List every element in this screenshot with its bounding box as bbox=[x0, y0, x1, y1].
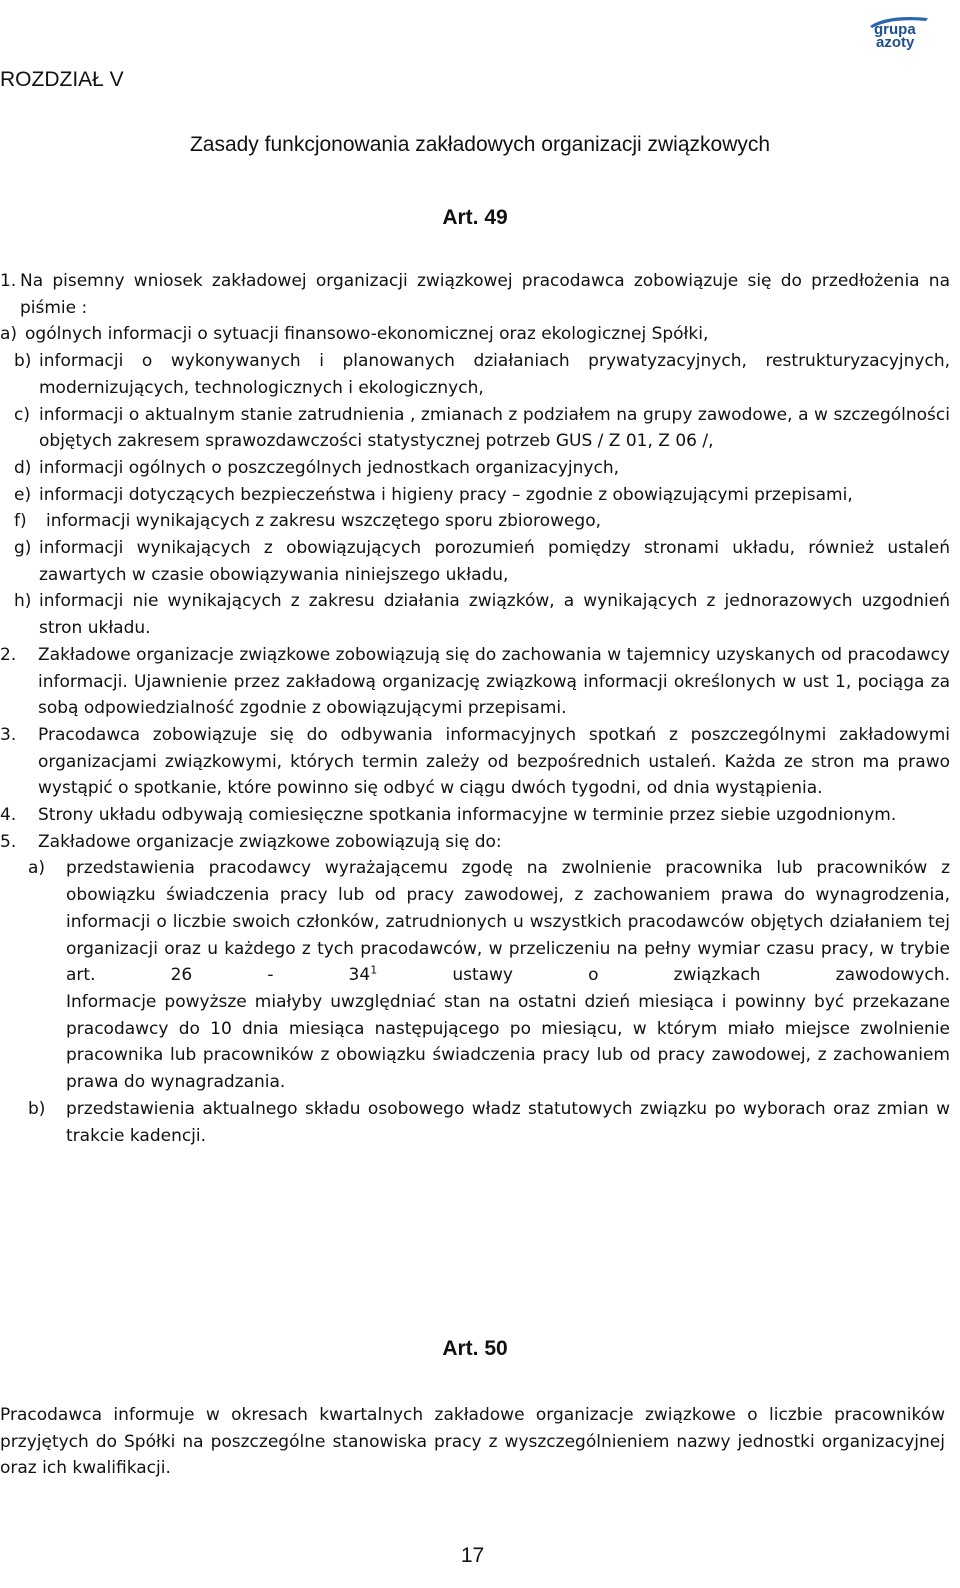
list-label: g) bbox=[14, 538, 32, 559]
list-text: informacji o wykonywanych i planowanych działaniach prywatyzacyjnych, restrukturyzacyjnych, modernizujących, technologicznych i ekologicznych, bbox=[39, 351, 950, 398]
list-label: b) bbox=[28, 1098, 46, 1119]
list-label: a) bbox=[0, 324, 18, 345]
paragraph-3 bbox=[0, 722, 950, 802]
list-text-part-1 bbox=[66, 855, 950, 989]
list-text-continued: ustawy o związkach zawodowych. bbox=[452, 965, 951, 986]
list-item bbox=[0, 402, 950, 455]
list-text: ogólnych informacji o sytuacji finansowo-ekonomicznej oraz ekologicznej Spółki, bbox=[25, 324, 709, 345]
list-item bbox=[0, 321, 950, 348]
list-text: informacji ogólnych o poszczególnych jednostkach organizacyjnych, bbox=[39, 457, 619, 478]
paragraph-5-item-a bbox=[0, 855, 950, 1095]
list-item bbox=[0, 482, 950, 509]
list-text: informacji dotyczących bezpieczeństwa i higieny pracy – zgodnie z obowiązującymi przepisami, bbox=[39, 484, 853, 505]
paragraph-number: 1. bbox=[0, 271, 17, 291]
article-50-heading: Art. 50 bbox=[442, 1337, 508, 1360]
article-49-body bbox=[0, 268, 950, 1149]
list-label: c) bbox=[14, 404, 30, 425]
list-text: przedstawienia pracodawcy wyrażającemu zgodę na zwolnienie pracownika lub pracowników z obowiązku świadczenia pracy lub od pracy zawodowej, z zachowaniem prawa do wynagrodzenia, informacji o liczbie swoich członków, zatrudnionych u wszystkich pracodawców objętych działaniem tej organizacji oraz u każdego z tych pracodawców, w przeliczeniu na pełny wymiar czasu pracy, w trybie art. 26 - 34 bbox=[66, 858, 950, 986]
paragraph-5 bbox=[0, 829, 950, 856]
list-label: e) bbox=[14, 484, 32, 505]
list-text-block bbox=[66, 855, 950, 1095]
list-text: przedstawienia aktualnego składu osobowego władz statutowych związku po wyborach oraz zmian w trakcie kadencji. bbox=[66, 1098, 950, 1146]
paragraph-text: Pracodawca zobowiązuje się do odbywania informacyjnych spotkań z poszczególnymi zakładowymi organizacjami związkowymi, których termin zależy od bezpośrednich ustaleń. Każda ze stron ma prawo wystąpić o spotkanie, które powinno się odbyć w ciągu dwóch tygodni, od dnia wystąpienia. bbox=[38, 724, 950, 799]
paragraph-text: Na pisemny wniosek zakładowej organizacji związkowej pracodawca zobowiązuje się do przedłożenia na piśmie : bbox=[20, 271, 950, 318]
list-label: h) bbox=[14, 591, 32, 612]
article-50-text: Pracodawca informuje w okresach kwartalnych zakładowe organizacje związkowe o liczbie pracowników przyjętych do Spółki na poszczególne stanowiska pracy z wyszczególnieniem nazwy jednostki organizacyjnej oraz ich kwalifikacji. bbox=[0, 1405, 945, 1478]
paragraph-number: 2. bbox=[0, 644, 17, 665]
paragraph-text: Zakładowe organizacje związkowe zobowiązują się do zachowania w tajemnicy uzyskanych od pracodawcy informacji. Ujawnienie przez zakładową organizację związkową informacji określonych w ust 1, pociąga za sobą odpowiedzialność zgodnie z obowiązującymi przepisami. bbox=[38, 644, 950, 719]
list-label: a) bbox=[28, 858, 46, 879]
list-label: d) bbox=[14, 457, 32, 478]
list-label: b) bbox=[14, 351, 32, 372]
chapter-heading: ROZDZIAŁ V bbox=[0, 68, 124, 91]
paragraph-4 bbox=[0, 802, 950, 829]
article-49-heading: Art. 49 bbox=[442, 206, 508, 229]
list-text-part-2: Informacje powyższe miałyby uwzględniać stan na ostatni dzień miesiąca i powinny być przekazane pracodawcy do 10 dnia miesiąca następującego po miesiącu, w którym miało miejsce zwolnienie pracownika lub pracowników z obowiązku świadczenia pracy lub od pracy zawodowej, z zachowaniem prawa do wynagradzania. bbox=[66, 991, 950, 1093]
company-logo bbox=[868, 12, 948, 50]
list-item bbox=[0, 588, 950, 641]
logo-word-2: azoty bbox=[876, 34, 915, 50]
list-item bbox=[0, 455, 950, 482]
list-item bbox=[0, 348, 950, 401]
section-title: Zasady funkcjonowania zakładowych organizacji związkowych bbox=[189, 133, 771, 156]
paragraph-number: 4. bbox=[0, 805, 17, 826]
paragraph-number: 3. bbox=[0, 724, 17, 745]
paragraph-2 bbox=[0, 642, 950, 722]
list-item bbox=[0, 508, 950, 535]
list-item bbox=[0, 535, 950, 588]
page-number: 17 bbox=[460, 1544, 485, 1567]
list-text: informacji nie wynikających z zakresu działania związków, a wynikających z jednorazowych uzgodnień stron układu. bbox=[39, 591, 950, 639]
logo-word-1: grupa bbox=[874, 21, 916, 38]
list-text: informacji wynikających z obowiązujących porozumień pomiędzy stronami układu, również ustaleń zawartych w czasie obowiązywania niniejszego układu, bbox=[39, 538, 950, 585]
paragraph-5-item-b bbox=[0, 1096, 950, 1149]
paragraph-number: 5. bbox=[0, 831, 17, 852]
paragraph-text: Strony układu odbywają comiesięczne spotkania informacyjne w terminie przez siebie uzgodnionym. bbox=[38, 805, 897, 826]
list-text: informacji wynikających z zakresu wszczętego sporu zbiorowego, bbox=[46, 511, 602, 532]
paragraph-1 bbox=[0, 268, 950, 321]
list-text: informacji o aktualnym stanie zatrudnienia , zmianach z podziałem na grupy zawodowe, a w szczególności objętych zakresem sprawozdawczości statystycznej potrzeb GUS / Z 01, Z 06 /, bbox=[39, 404, 950, 452]
list-label: f) bbox=[14, 511, 27, 532]
paragraph-1-list bbox=[0, 321, 950, 641]
footnote-superscript: 1 bbox=[370, 963, 378, 977]
paragraph-text: Zakładowe organizacje związkowe zobowiązują się do: bbox=[38, 831, 502, 852]
